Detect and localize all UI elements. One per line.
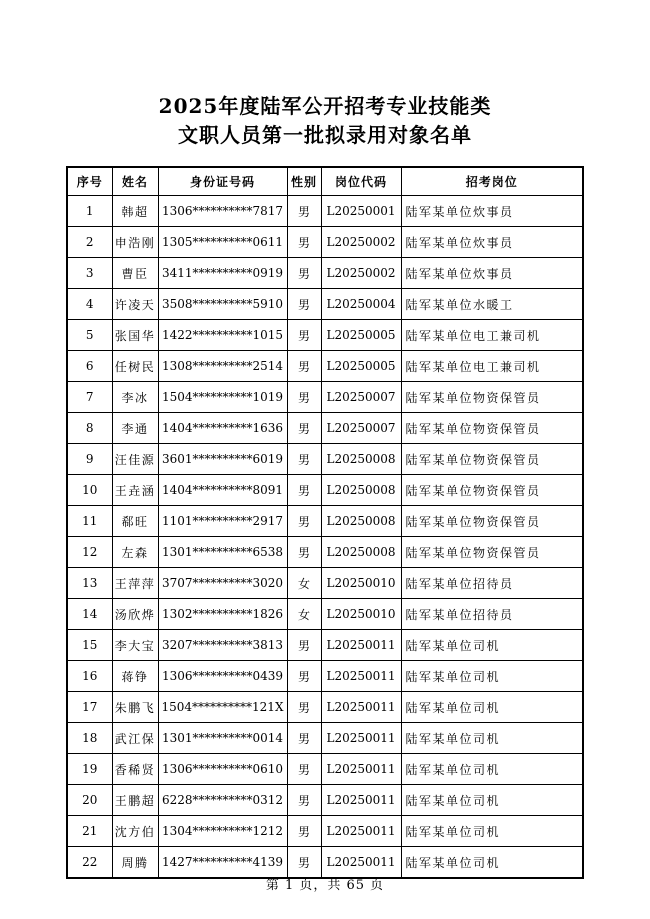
cell-position: 陆军某单位物资保管员 — [401, 537, 583, 568]
cell-index: 14 — [67, 599, 112, 630]
table-row — [67, 630, 583, 661]
cell-gender: 男 — [287, 475, 321, 506]
cell-index: 12 — [67, 537, 112, 568]
cell-name: 汪佳源 — [112, 444, 158, 475]
cell-position: 陆军某单位司机 — [401, 754, 583, 785]
cell-index: 22 — [67, 847, 112, 879]
cell-position: 陆军某单位水暖工 — [401, 289, 583, 320]
cell-id_number: 3707**********3020 — [158, 568, 287, 599]
cell-position_code: L20250011 — [321, 754, 401, 785]
cell-name: 沈方伯 — [112, 816, 158, 847]
cell-name: 王萍萍 — [112, 568, 158, 599]
table-row — [67, 723, 583, 754]
cell-position_code: L20250008 — [321, 444, 401, 475]
cell-index: 10 — [67, 475, 112, 506]
table-row — [67, 382, 583, 413]
cell-name: 李冰 — [112, 382, 158, 413]
cell-name: 香稀贤 — [112, 754, 158, 785]
cell-position: 陆军某单位物资保管员 — [401, 506, 583, 537]
recruitment-table — [66, 166, 584, 879]
cell-gender: 男 — [287, 630, 321, 661]
cell-index: 16 — [67, 661, 112, 692]
cell-position_code: L20250011 — [321, 847, 401, 879]
cell-index: 13 — [67, 568, 112, 599]
cell-position_code: L20250011 — [321, 816, 401, 847]
cell-index: 18 — [67, 723, 112, 754]
cell-index: 21 — [67, 816, 112, 847]
cell-id_number: 3411**********0919 — [158, 258, 287, 289]
cell-gender: 男 — [287, 816, 321, 847]
cell-name: 任树民 — [112, 351, 158, 382]
table-row — [67, 320, 583, 351]
cell-position_code: L20250007 — [321, 413, 401, 444]
table-row — [67, 754, 583, 785]
cell-name: 汤欣烨 — [112, 599, 158, 630]
cell-gender: 男 — [287, 847, 321, 879]
cell-gender: 女 — [287, 568, 321, 599]
cell-gender: 男 — [287, 537, 321, 568]
cell-id_number: 1504**********1019 — [158, 382, 287, 413]
cell-position_code: L20250002 — [321, 227, 401, 258]
cell-index: 1 — [67, 196, 112, 227]
cell-gender: 男 — [287, 506, 321, 537]
column-header-position: 招考岗位 — [401, 167, 583, 196]
column-header-name: 姓名 — [112, 167, 158, 196]
table-row — [67, 568, 583, 599]
table-row — [67, 506, 583, 537]
cell-id_number: 1301**********6538 — [158, 537, 287, 568]
column-header-id_number: 身份证号码 — [158, 167, 287, 196]
cell-id_number: 1306**********7817 — [158, 196, 287, 227]
cell-name: 李通 — [112, 413, 158, 444]
cell-index: 2 — [67, 227, 112, 258]
cell-position_code: L20250001 — [321, 196, 401, 227]
cell-gender: 男 — [287, 661, 321, 692]
cell-position: 陆军某单位司机 — [401, 785, 583, 816]
table-row — [67, 475, 583, 506]
cell-name: 许凌天 — [112, 289, 158, 320]
cell-position: 陆军某单位物资保管员 — [401, 413, 583, 444]
cell-gender: 男 — [287, 351, 321, 382]
cell-name: 郗旺 — [112, 506, 158, 537]
table-row — [67, 661, 583, 692]
table-row — [67, 413, 583, 444]
cell-name: 周腾 — [112, 847, 158, 879]
cell-id_number: 6228**********0312 — [158, 785, 287, 816]
cell-gender: 男 — [287, 196, 321, 227]
cell-id_number: 1504**********121X — [158, 692, 287, 723]
cell-index: 9 — [67, 444, 112, 475]
cell-gender: 男 — [287, 320, 321, 351]
cell-position_code: L20250011 — [321, 785, 401, 816]
table-header-row — [67, 167, 583, 196]
column-header-index: 序号 — [67, 167, 112, 196]
cell-gender: 男 — [287, 723, 321, 754]
cell-position: 陆军某单位物资保管员 — [401, 382, 583, 413]
cell-position_code: L20250005 — [321, 351, 401, 382]
cell-name: 申浩刚 — [112, 227, 158, 258]
cell-index: 17 — [67, 692, 112, 723]
table-row — [67, 599, 583, 630]
cell-position: 陆军某单位炊事员 — [401, 227, 583, 258]
cell-position: 陆军某单位司机 — [401, 630, 583, 661]
cell-gender: 男 — [287, 444, 321, 475]
table-row — [67, 351, 583, 382]
cell-position: 陆军某单位司机 — [401, 692, 583, 723]
cell-position: 陆军某单位司机 — [401, 661, 583, 692]
cell-index: 19 — [67, 754, 112, 785]
cell-position_code: L20250008 — [321, 506, 401, 537]
cell-position_code: L20250008 — [321, 537, 401, 568]
cell-name: 武江保 — [112, 723, 158, 754]
cell-gender: 男 — [287, 692, 321, 723]
cell-position_code: L20250011 — [321, 723, 401, 754]
cell-name: 王鹏超 — [112, 785, 158, 816]
cell-id_number: 1301**********0014 — [158, 723, 287, 754]
cell-name: 王垚涵 — [112, 475, 158, 506]
column-header-position_code: 岗位代码 — [321, 167, 401, 196]
table-row — [67, 816, 583, 847]
cell-id_number: 3207**********3813 — [158, 630, 287, 661]
cell-id_number: 1308**********2514 — [158, 351, 287, 382]
cell-index: 20 — [67, 785, 112, 816]
table-row — [67, 785, 583, 816]
cell-name: 张国华 — [112, 320, 158, 351]
cell-id_number: 1306**********0610 — [158, 754, 287, 785]
cell-index: 4 — [67, 289, 112, 320]
cell-name: 蒋铮 — [112, 661, 158, 692]
cell-position_code: L20250011 — [321, 630, 401, 661]
cell-position: 陆军某单位电工兼司机 — [401, 351, 583, 382]
column-header-gender: 性别 — [287, 167, 321, 196]
table-row — [67, 227, 583, 258]
table-row — [67, 537, 583, 568]
cell-id_number: 1101**********2917 — [158, 506, 287, 537]
cell-position_code: L20250010 — [321, 599, 401, 630]
cell-gender: 男 — [287, 227, 321, 258]
cell-name: 韩超 — [112, 196, 158, 227]
cell-id_number: 1422**********1015 — [158, 320, 287, 351]
cell-position: 陆军某单位司机 — [401, 847, 583, 879]
cell-id_number: 1302**********1826 — [158, 599, 287, 630]
cell-position: 陆军某单位炊事员 — [401, 196, 583, 227]
cell-index: 11 — [67, 506, 112, 537]
cell-id_number: 1305**********0611 — [158, 227, 287, 258]
table-row — [67, 196, 583, 227]
cell-gender: 男 — [287, 413, 321, 444]
page-footer: 第 1 页，共 65 页 — [265, 878, 385, 893]
cell-gender: 男 — [287, 785, 321, 816]
cell-name: 李大宝 — [112, 630, 158, 661]
cell-index: 6 — [67, 351, 112, 382]
cell-position: 陆军某单位招待员 — [401, 568, 583, 599]
cell-position: 陆军某单位炊事员 — [401, 258, 583, 289]
cell-id_number: 1404**********1636 — [158, 413, 287, 444]
cell-gender: 男 — [287, 258, 321, 289]
cell-position_code: L20250007 — [321, 382, 401, 413]
cell-index: 3 — [67, 258, 112, 289]
document-title-line1: 2025年度陆军公开招考专业技能类 — [158, 94, 492, 118]
cell-position: 陆军某单位物资保管员 — [401, 444, 583, 475]
document-title-line2: 文职人员第一批拟录用对象名单 — [178, 123, 472, 147]
cell-index: 5 — [67, 320, 112, 351]
cell-gender: 男 — [287, 289, 321, 320]
cell-index: 15 — [67, 630, 112, 661]
table-row — [67, 289, 583, 320]
cell-position: 陆军某单位招待员 — [401, 599, 583, 630]
cell-position_code: L20250002 — [321, 258, 401, 289]
table-row — [67, 258, 583, 289]
cell-position_code: L20250008 — [321, 475, 401, 506]
cell-id_number: 1304**********1212 — [158, 816, 287, 847]
cell-name: 左森 — [112, 537, 158, 568]
cell-gender: 男 — [287, 382, 321, 413]
cell-gender: 女 — [287, 599, 321, 630]
cell-id_number: 1404**********8091 — [158, 475, 287, 506]
table-row — [67, 692, 583, 723]
cell-index: 8 — [67, 413, 112, 444]
document-title — [0, 0, 650, 150]
cell-gender: 男 — [287, 754, 321, 785]
cell-position: 陆军某单位司机 — [401, 723, 583, 754]
cell-index: 7 — [67, 382, 112, 413]
cell-name: 曹臣 — [112, 258, 158, 289]
cell-position: 陆军某单位物资保管员 — [401, 475, 583, 506]
cell-position: 陆军某单位司机 — [401, 816, 583, 847]
cell-id_number: 1306**********0439 — [158, 661, 287, 692]
cell-name: 朱鹏飞 — [112, 692, 158, 723]
cell-id_number: 3601**********6019 — [158, 444, 287, 475]
cell-position: 陆军某单位电工兼司机 — [401, 320, 583, 351]
cell-position_code: L20250010 — [321, 568, 401, 599]
cell-position_code: L20250011 — [321, 661, 401, 692]
cell-position_code: L20250004 — [321, 289, 401, 320]
cell-position_code: L20250011 — [321, 692, 401, 723]
table-row — [67, 444, 583, 475]
cell-id_number: 3508**********5910 — [158, 289, 287, 320]
cell-position_code: L20250005 — [321, 320, 401, 351]
cell-id_number: 1427**********4139 — [158, 847, 287, 879]
